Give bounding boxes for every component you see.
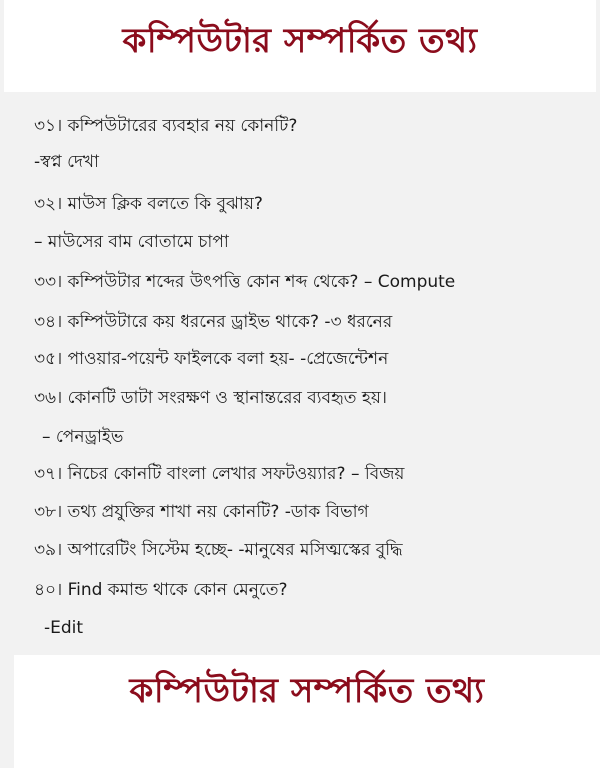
footer-title: কম্পিউটার সম্পর্কিত তথ্য [129,671,485,711]
question-33: ৩৩। কম্পিউটার শব্দের উৎপত্তি কোন শব্দ থেকে? – Compute [34,272,456,292]
answer-40: -Edit [44,618,84,638]
bottom-banner [14,655,600,768]
question-32: ৩২। মাউস ক্লিক বলতে কি বুঝায়? [34,194,263,214]
question-40: ৪০। Find কমান্ড থাকে কোন মেনুতে? [34,580,288,600]
question-37: ৩৭। নিচের কোনটি বাংলা লেখার সফটওয়্যার? – বিজয় [34,464,405,484]
question-31: ৩১। কম্পিউটারের ব্যবহার নয় কোনটি? [34,116,298,136]
qa-list [0,92,600,655]
question-38: ৩৮। তথ্য প্রযুক্তির শাখা নয় কোনটি? -ডাক বিভাগ [34,502,369,522]
question-35: ৩৫। পাওয়ার-পয়েন্ট ফাইলকে বলা হয়- -প্রেজেন্টেশন [34,349,389,369]
answer-36: – পেনড্রাইভ [42,427,124,447]
question-34: ৩৪। কম্পিউটারে কয় ধরনের ড্রাইভ থাকে? -৩ ধরনের [34,312,393,332]
answer-31: -স্বপ্ন দেখা [34,152,99,172]
page-title: কম্পিউটার সম্পর্কিত তথ্য [122,20,478,61]
top-banner [4,0,596,92]
question-39: ৩৯। অপারেটিং সিস্টেম হচ্ছে- -মানুষের মসিত্মস্কের বুদ্ধি [34,540,403,560]
answer-32: – মাউসের বাম বোতামে চাপা [34,232,229,252]
question-36: ৩৬। কোনটি ডাটা সংরক্ষণ ও স্থানান্তরের ব্যবহৃত হয়। [34,388,387,408]
